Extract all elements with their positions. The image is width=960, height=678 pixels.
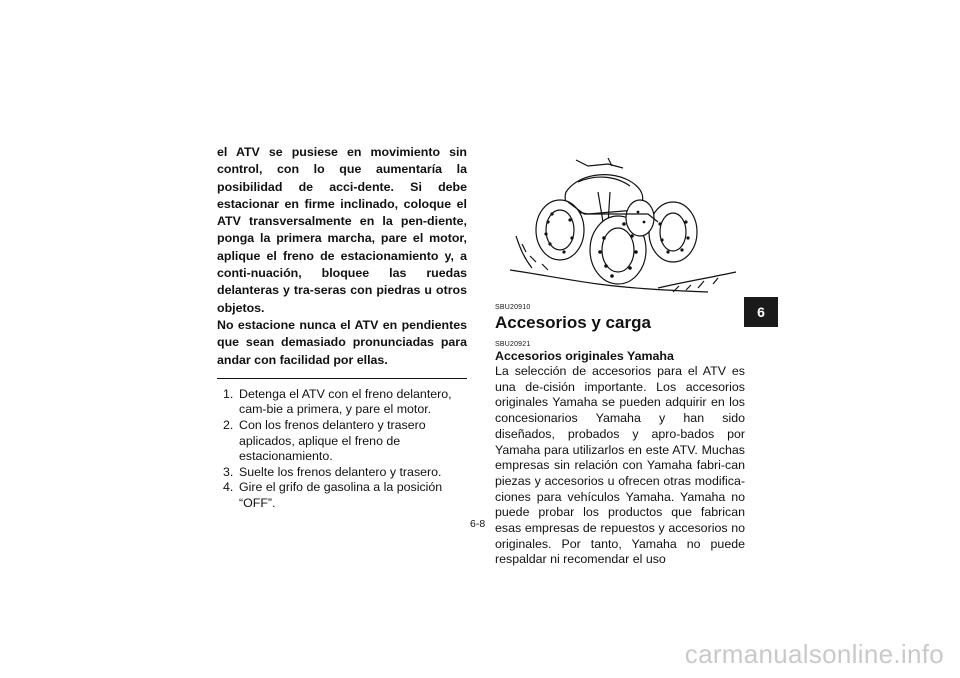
subsection-title: Accesorios originales Yamaha xyxy=(495,349,674,363)
page-number: 6-8 xyxy=(470,518,486,530)
subsection-code: SBU20921 xyxy=(495,341,531,348)
chapter-tab: 6 xyxy=(744,297,778,327)
warning-text: el ATV se pusiese en movimiento sin control, con lo que aumentaría la posibilidad de acci-dente. Si debe estacionar en firme inclinado, coloque el ATV transversalmente en la pen-diente, ponga la primera marcha, pare el motor, aplique el freno de estacionamiento y, a conti-nuación, bloquee las ruedas delanteras y tra-seras con piedras u otros objetos. xyxy=(217,145,467,315)
watermark: carmanualsonline.info xyxy=(684,639,944,669)
section-title: Accesorios y carga xyxy=(495,313,651,332)
list-item: 2. Con los frenos delantero y trasero aplicados, aplique el freno de estacionamiento. xyxy=(223,418,426,464)
body-paragraph: La selección de accesorios para el ATV es una de-cisión importante. Los accesorios originales Yamaha se pueden adquirir en los concesionarios Yamaha y han sido diseñados, probados y apro-bados por Yamaha para utilizarlos en este ATV. Muchas empresas sin relación con Yamaha fabri-can piezas y accesorios u ofrecen otras modifica-ciones para vehículos Yamaha. Yamaha no puede probar los productos que fabrican esas empresas de repuestos y accesorios no originales. Por tanto, Yamaha no puede respaldar ni recomendar el uso xyxy=(495,364,745,567)
list-item: 1. Detenga el ATV con el freno delantero, cam-bie a primera, y pare el motor. xyxy=(223,386,452,417)
right-column xyxy=(495,304,745,568)
left-column xyxy=(217,144,467,512)
warning-divider xyxy=(217,378,467,379)
warning-text-2: No estacione nunca el ATV en pendientes que sean demasiado pronunciadas para andar con facilidad por ellas. xyxy=(217,317,467,367)
section-code: SBU20910 xyxy=(495,304,531,311)
list-item: 4. Gire el grifo de gasolina a la posición “OFF”. xyxy=(223,480,443,511)
list-item: 3. Suelte los frenos delantero y trasero. xyxy=(223,464,442,479)
atv-on-hill-illustration xyxy=(508,152,740,298)
parking-steps-list xyxy=(217,387,467,512)
